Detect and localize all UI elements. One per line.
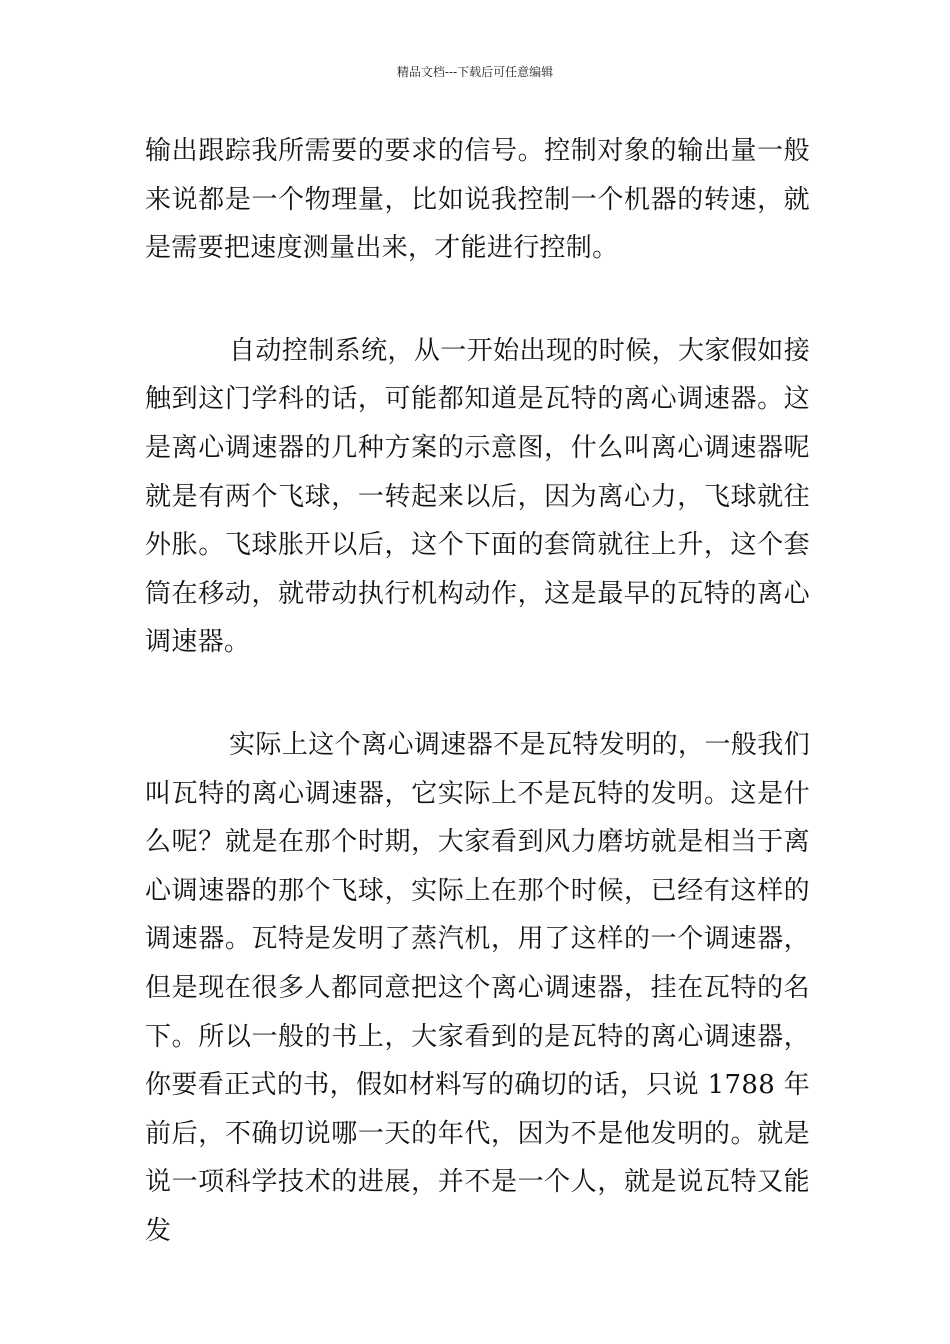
paragraph-spacer bbox=[145, 273, 810, 327]
paragraph-spacer bbox=[145, 667, 810, 721]
paragraph-3: 实际上这个离心调速器不是瓦特发明的，一般我们叫瓦特的离心调速器，它实际上不是瓦特的发明。这是什么呢？就是在那个时期，大家看到风力磨坊就是相当于离心调速器的那个飞球，实际上在那个时候，已经有这样的调速器。瓦特是发明了蒸汽机，用了这样的一个调速器，但是现在很多人都同意把这个离心调速器，挂在瓦特的名下。所以一般的书上，大家看到的是瓦特的离心调速器，你要看正式的书，假如材料写的确切的话，只说 1788 年前后，不确切说哪一天的年代，因为不是他发明的。就是说一项科学技术的进展，并不是一个人，就是说瓦特又能发 bbox=[145, 729, 810, 1246]
document-body bbox=[145, 127, 810, 1255]
page-header: 精品文档---下载后可任意编辑 bbox=[396, 65, 554, 79]
paragraph-1: 输出跟踪我所需要的要求的信号。控制对象的输出量一般来说都是一个物理量，比如说我控制一个机器的转速，就是需要把速度测量出来，才能进行控制。 bbox=[145, 136, 810, 264]
paragraph-2: 自动控制系统，从一开始出现的时候，大家假如接触到这门学科的话，可能都知道是瓦特的离心调速器。这是离心调速器的几种方案的示意图，什么叫离心调速器呢就是有两个飞球，一转起来以后，因为离心力，飞球就往外胀。飞球胀开以后，这个下面的套筒就往上升，这个套筒在移动，就带动执行机构动作，这是最早的瓦特的离心调速器。 bbox=[145, 335, 810, 658]
